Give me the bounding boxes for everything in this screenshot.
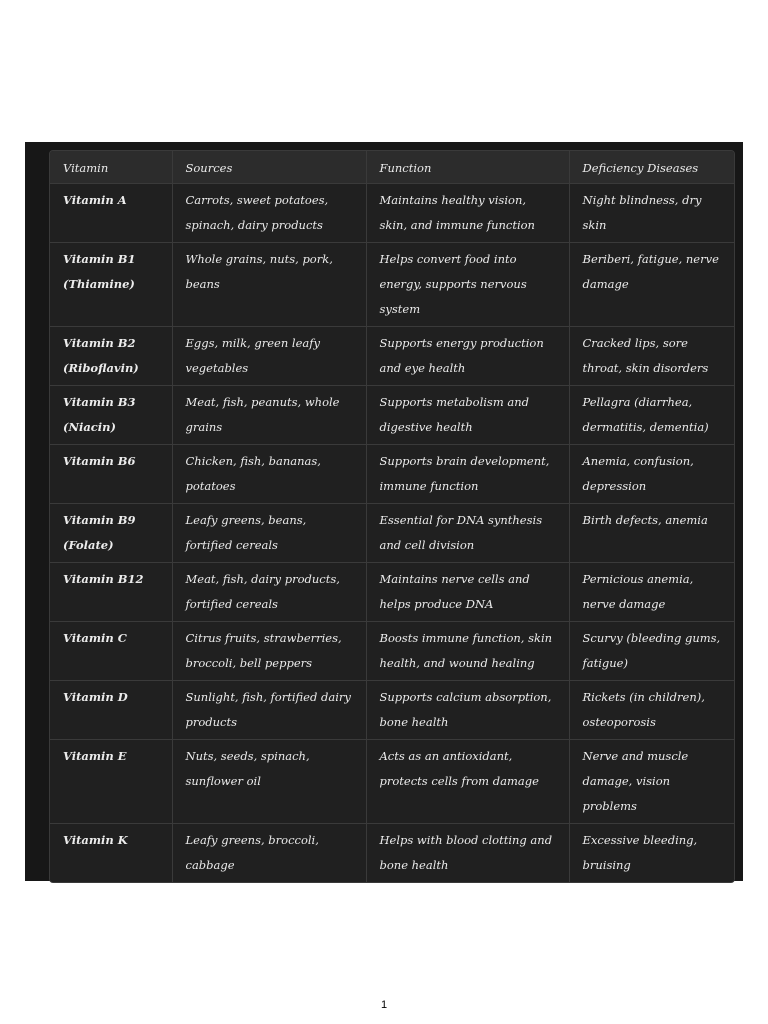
- function-cell: Helps convert food into energy, supports nervous system: [366, 243, 569, 327]
- function-cell: Supports calcium absorption, bone health: [366, 681, 569, 740]
- sources-cell: Leafy greens, beans, fortified cereals: [172, 504, 366, 563]
- sources-cell: Citrus fruits, strawberries, broccoli, bell peppers: [172, 622, 366, 681]
- vitamin-cell: Vitamin E: [50, 740, 172, 824]
- sources-cell: Meat, fish, dairy products, fortified cereals: [172, 563, 366, 622]
- deficiency-cell: Excessive bleeding, bruising: [569, 824, 734, 883]
- function-cell: Boosts immune function, skin health, and wound healing: [366, 622, 569, 681]
- table-row: [50, 445, 734, 504]
- sources-cell: Whole grains, nuts, pork, beans: [172, 243, 366, 327]
- deficiency-cell: Beriberi, fatigue, nerve damage: [569, 243, 734, 327]
- page-number: 1: [380, 999, 388, 1011]
- deficiency-cell: Pellagra (diarrhea, dermatitis, dementia): [569, 386, 734, 445]
- header-function: Function: [366, 151, 569, 184]
- function-cell: Supports energy production and eye health: [366, 327, 569, 386]
- table-row: [50, 824, 734, 883]
- deficiency-cell: Anemia, confusion, depression: [569, 445, 734, 504]
- deficiency-cell: Cracked lips, sore throat, skin disorders: [569, 327, 734, 386]
- deficiency-cell: Scurvy (bleeding gums, fatigue): [569, 622, 734, 681]
- table-header-row: [50, 151, 734, 184]
- function-cell: Maintains healthy vision, skin, and immune function: [366, 184, 569, 243]
- deficiency-cell: Pernicious anemia, nerve damage: [569, 563, 734, 622]
- deficiency-cell: Rickets (in children), osteoporosis: [569, 681, 734, 740]
- table-row: [50, 327, 734, 386]
- sources-cell: Carrots, sweet potatoes, spinach, dairy products: [172, 184, 366, 243]
- table-row: [50, 563, 734, 622]
- header-deficiency-diseases: Deficiency Diseases: [569, 151, 734, 184]
- vitamin-cell: Vitamin C: [50, 622, 172, 681]
- table-row: [50, 740, 734, 824]
- deficiency-cell: Nerve and muscle damage, vision problems: [569, 740, 734, 824]
- screenshot-panel: [25, 142, 743, 881]
- sources-cell: Leafy greens, broccoli, cabbage: [172, 824, 366, 883]
- vitamin-cell: Vitamin D: [50, 681, 172, 740]
- function-cell: Acts as an antioxidant, protects cells from damage: [366, 740, 569, 824]
- vitamin-cell: Vitamin K: [50, 824, 172, 883]
- vitamin-table-container: [49, 150, 735, 883]
- vitamin-cell: Vitamin B1 (Thiamine): [50, 243, 172, 327]
- function-cell: Essential for DNA synthesis and cell division: [366, 504, 569, 563]
- vitamin-cell: Vitamin B3 (Niacin): [50, 386, 172, 445]
- vitamin-cell: Vitamin B6: [50, 445, 172, 504]
- table-row: [50, 504, 734, 563]
- sources-cell: Chicken, fish, bananas, potatoes: [172, 445, 366, 504]
- vitamin-cell: Vitamin B12: [50, 563, 172, 622]
- sources-cell: Meat, fish, peanuts, whole grains: [172, 386, 366, 445]
- function-cell: Supports metabolism and digestive health: [366, 386, 569, 445]
- vitamin-cell: Vitamin A: [50, 184, 172, 243]
- table-row: [50, 681, 734, 740]
- vitamin-cell: Vitamin B2 (Riboflavin): [50, 327, 172, 386]
- function-cell: Helps with blood clotting and bone health: [366, 824, 569, 883]
- table-row: [50, 622, 734, 681]
- vitamin-table: [50, 151, 734, 882]
- function-cell: Supports brain development, immune function: [366, 445, 569, 504]
- sources-cell: Sunlight, fish, fortified dairy products: [172, 681, 366, 740]
- sources-cell: Nuts, seeds, spinach, sunflower oil: [172, 740, 366, 824]
- vitamin-cell: Vitamin B9 (Folate): [50, 504, 172, 563]
- header-sources: Sources: [172, 151, 366, 184]
- table-row: [50, 243, 734, 327]
- table-row: [50, 386, 734, 445]
- deficiency-cell: Birth defects, anemia: [569, 504, 734, 563]
- deficiency-cell: Night blindness, dry skin: [569, 184, 734, 243]
- header-vitamin: Vitamin: [50, 151, 172, 184]
- table-row: [50, 184, 734, 243]
- function-cell: Maintains nerve cells and helps produce DNA: [366, 563, 569, 622]
- sources-cell: Eggs, milk, green leafy vegetables: [172, 327, 366, 386]
